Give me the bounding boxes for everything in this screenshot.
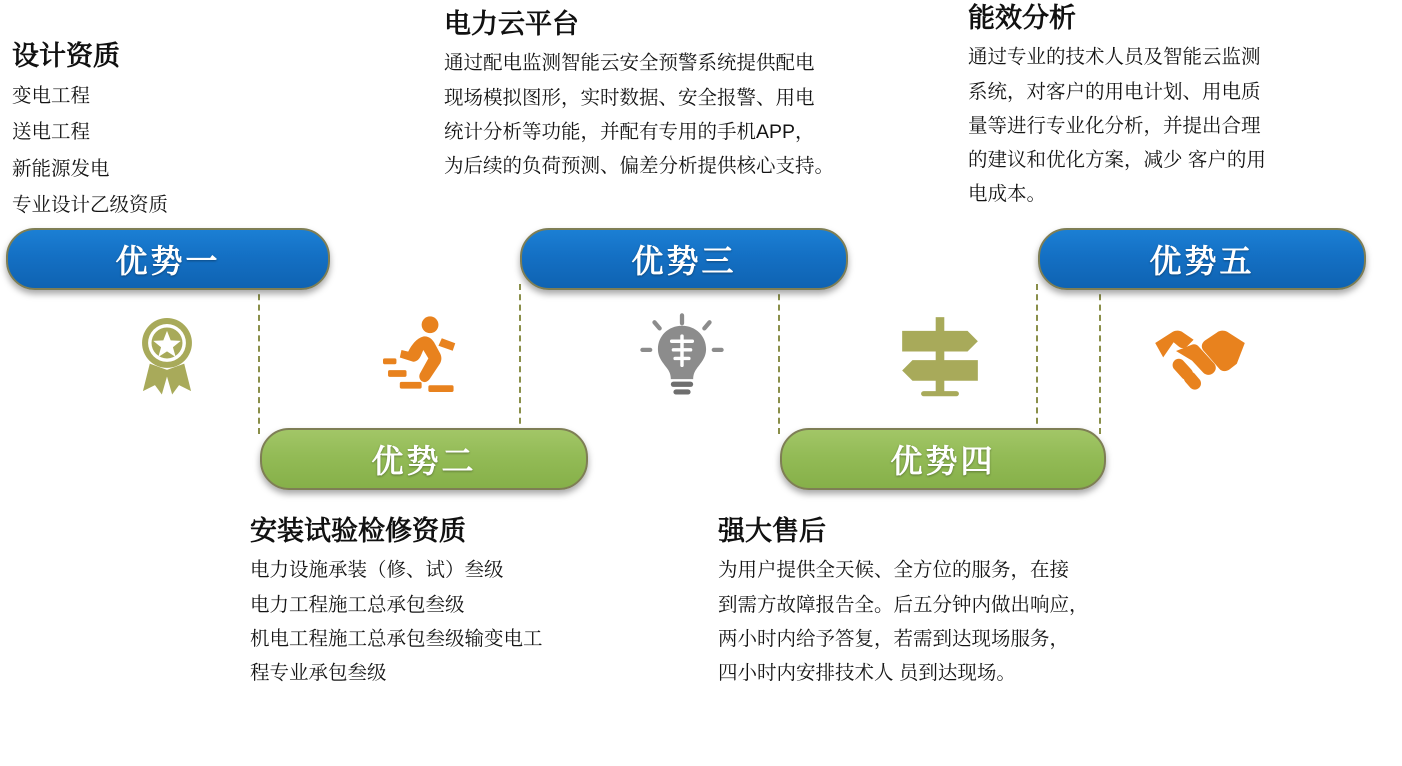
body-line: 统计分析等功能，并配有专用的手机APP，	[444, 120, 815, 143]
body-advantage-4	[718, 553, 1168, 690]
body-line: 机电工程施工总承包叁级输变电工	[250, 627, 543, 650]
body-advantage-5	[968, 40, 1368, 211]
body-line: 新能源发电	[12, 157, 110, 180]
body-line: 量等进行专业化分析，并提出合理	[968, 114, 1261, 137]
body-line: 到需方故障报告全。后五分钟内做出响应，	[718, 593, 1089, 616]
pill-advantage-2[interactable]: 优势二	[260, 428, 588, 490]
text-block-advantage-4	[718, 515, 1168, 690]
text-block-advantage-2	[250, 515, 690, 690]
body-line: 为用户提供全天候、全方位的服务，在接	[718, 559, 1070, 582]
heading-advantage-3: 电力云平台	[444, 9, 579, 39]
body-line: 电成本。	[968, 182, 1047, 205]
connector-line-5	[1099, 284, 1101, 434]
pill-advantage-5[interactable]: 优势五	[1038, 228, 1366, 290]
lightbulb-idea-icon	[639, 312, 725, 398]
heading-advantage-1: 设计资质	[12, 41, 120, 71]
heading-advantage-4: 强大售后	[718, 516, 826, 546]
body-line: 电力设施承装（修、试）叁级	[250, 559, 504, 582]
text-block-advantage-1	[12, 40, 342, 223]
connector-line-1	[258, 284, 260, 434]
body-advantage-3	[444, 46, 924, 183]
heading-advantage-2: 安装试验检修资质	[250, 516, 466, 546]
body-line: 程专业承包叁级	[250, 661, 387, 684]
pill-advantage-3[interactable]: 优势三	[520, 228, 848, 290]
body-line: 系统，对客户的用电计划、用电质	[968, 80, 1261, 103]
award-medal-icon	[124, 312, 210, 398]
body-line: 通过专业的技术人员及智能云监测	[968, 46, 1261, 69]
icon-slot-3	[632, 312, 732, 398]
body-line: 电力工程施工总承包叁级	[250, 593, 465, 616]
icon-slot-1	[117, 312, 217, 398]
signpost-direction-icon	[897, 312, 983, 398]
pill-advantage-1[interactable]: 优势一	[6, 228, 330, 290]
body-advantage-1	[12, 78, 342, 222]
body-line: 的建议和优化方案，减少 客户的用	[968, 148, 1266, 171]
body-line: 现场模拟图形，实时数据、安全报警、用电	[444, 86, 815, 109]
text-block-advantage-5	[968, 2, 1368, 211]
icon-slot-4	[890, 312, 990, 398]
heading-advantage-5: 能效分析	[968, 3, 1076, 33]
pill-advantage-4[interactable]: 优势四	[780, 428, 1106, 490]
icon-slot-5	[1150, 312, 1250, 398]
text-block-advantage-3	[444, 8, 924, 183]
body-line: 两小时内给予答复，若需到达现场服务，	[718, 627, 1070, 650]
body-line: 四小时内安排技术人 员到达现场。	[718, 661, 1016, 684]
body-line: 送电工程	[12, 121, 91, 144]
body-advantage-2	[250, 553, 690, 690]
connector-line-4	[1036, 284, 1038, 434]
body-line: 专业设计乙级资质	[12, 193, 169, 216]
connector-line-2	[519, 284, 521, 434]
body-line: 通过配电监测智能云安全预警系统提供配电	[444, 52, 815, 75]
body-line: 为后续的负荷预测、偏差分析提供核心支持。	[444, 154, 835, 177]
icon-slot-2	[375, 312, 475, 398]
handshake-icon	[1152, 316, 1248, 394]
body-line: 变电工程	[12, 85, 91, 108]
running-person-icon	[380, 313, 470, 397]
connector-line-3	[778, 284, 780, 434]
